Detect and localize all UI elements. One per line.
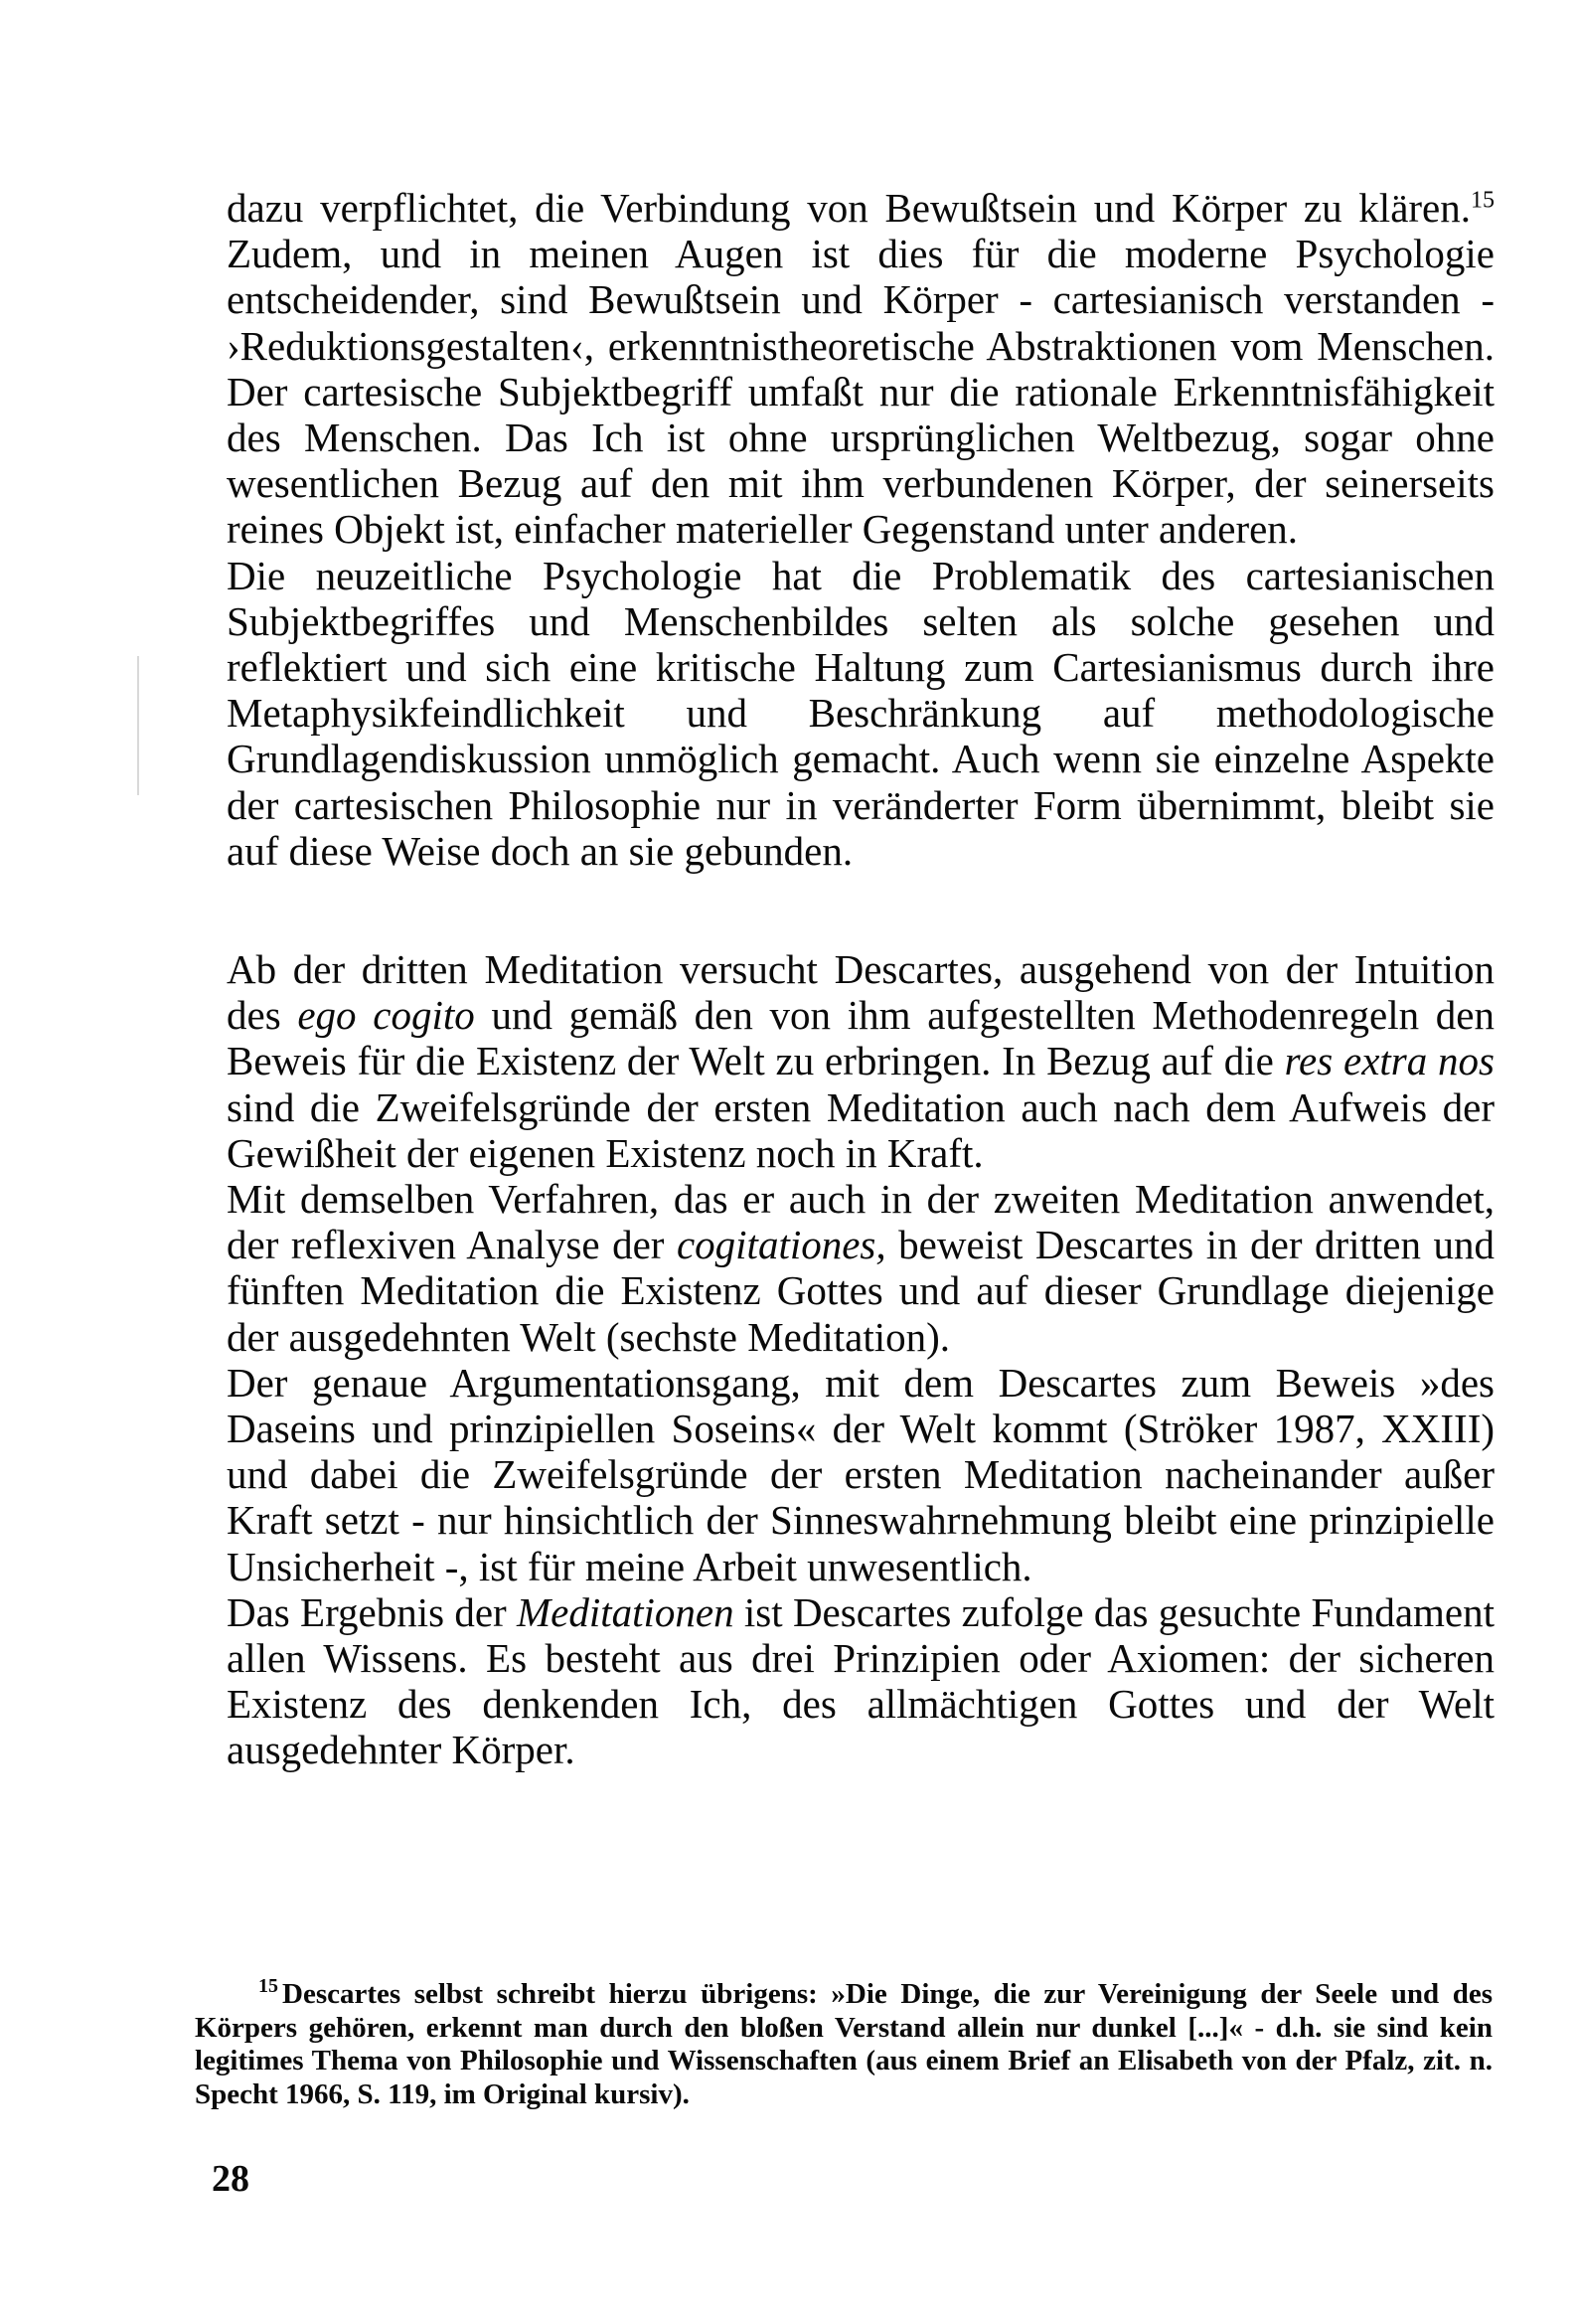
paragraph-3-italic-2: res extra nos bbox=[1284, 1038, 1495, 1084]
paragraph-6-text-b: ist Descartes zufolge das gesuchte Fundament allen Wissens. Es besteht aus drei Prinzipien oder Axiomen: der sicheren Existenz des denkenden Ich, des allmächtigen Gottes und der Welt ausgedehnter Körper. bbox=[227, 1588, 1495, 1773]
paragraph-5: Der genaue Argumentationsgang, mit dem Descartes zum Beweis »des Daseins und prinzipiellen Soseins« der Welt kommt (Ströker 1987, XXIII) und dabei die Zweifelsgründe der ersten Meditation nacheinander außer Kraft setzt - nur hinsichtlich der Sinneswahrnehmung bleibt eine prinzipielle Unsicherheit -, ist für meine Arbeit unwesentlich. bbox=[227, 1359, 1495, 1589]
paragraph-2: Die neuzeitliche Psychologie hat die Problematik des cartesianischen Subjektbegriffes und Menschenbildes selten als solche gesehen und reflektiert und sich eine kritische Haltung zum Cartesianismus durch ihre Metaphysikfeindlichkeit und Beschränkung auf methodologische Grundlagendiskussion unmöglich gemacht. Auch wenn sie einzelne Aspekte der cartesischen Philosophie nur in veränderter Form übernimmt, bleibt sie auf diese Weise doch an sie gebunden. bbox=[227, 552, 1495, 874]
footnote-reference[interactable]: 15 bbox=[1471, 187, 1495, 214]
footnote-text: Descartes selbst schreibt hierzu übrigens: »Die Dinge, die zur Vereinigung der Seele und des Körpers gehören, erkennt man durch den bloßen Verstand allein nur dunkel [...]« - d.h. sie sind kein legitimes Thema von Philosophie und Wissenschaften (aus einem Brief an Elisabeth von der Pfalz, zit. n. Specht 1966, S. 119, im Original kursiv). bbox=[195, 1978, 1493, 2110]
paragraph-4-text-a: Mit demselben Verfahren, das er auch in der zweiten Meditation anwendet, der reflexiven Analyse der bbox=[227, 1176, 1495, 1268]
body-text-section-1 bbox=[227, 185, 1495, 874]
body-text-section-2 bbox=[227, 946, 1495, 1773]
paragraph-3-text-b: und gemäß den von ihm aufgestellten Methodenregeln den Beweis für die Existenz der Welt zu erbringen. In Bezug auf die bbox=[227, 992, 1495, 1084]
footnote-15 bbox=[195, 1975, 1493, 2111]
paragraph-3-italic-1: ego cogito bbox=[297, 992, 475, 1039]
paragraph-4 bbox=[227, 1176, 1495, 1360]
paragraph-6 bbox=[227, 1589, 1495, 1773]
paragraph-6-italic: Meditationen bbox=[517, 1588, 734, 1635]
paragraph-1-text-a: dazu verpflichtet, die Verbindung von Bewußtsein und Körper zu klären. bbox=[227, 185, 1471, 231]
footnote-marker: 15 bbox=[258, 1975, 278, 1998]
paragraph-3-text-a: Ab der dritten Meditation versucht Descartes, ausgehend von der Intuition des bbox=[227, 946, 1495, 1039]
paragraph-3 bbox=[227, 946, 1495, 1176]
scan-margin-mark bbox=[137, 656, 139, 795]
page-number: 28 bbox=[212, 2158, 249, 2200]
paragraph-4-text-b: beweist Descartes in der dritten und fünften Meditation die Existenz Gottes und auf dieser Grundlage diejenige der ausgedehnten Welt (sechste Meditation). bbox=[227, 1222, 1495, 1360]
paragraph-1 bbox=[227, 185, 1495, 553]
paragraph-6-text-a: Das Ergebnis der bbox=[227, 1588, 517, 1635]
paragraph-4-italic: cogitationes, bbox=[676, 1222, 886, 1268]
paragraph-3-text-c: sind die Zweifelsgründe der ersten Meditation auch nach dem Aufweis der Gewißheit der eigenen Existenz noch in Kraft. bbox=[227, 1083, 1495, 1176]
paragraph-1-text-b: Zudem, und in meinen Augen ist dies für die moderne Psychologie entscheidender, sind Bewußtsein und Körper - cartesianisch verstanden - ›Reduktionsgestalten‹, erkenntnistheoretische Abstraktionen vom Menschen. Der cartesische Subjektbegriff umfaßt nur die rationale Erkenntnisfähigkeit des Menschen. Das Ich ist ohne ursprünglichen Weltbezug, sogar ohne wesentlichen Bezug auf den mit ihm verbundenen Körper, der seinerseits reines Objekt ist, einfacher materieller Gegenstand unter anderen. bbox=[227, 231, 1495, 553]
